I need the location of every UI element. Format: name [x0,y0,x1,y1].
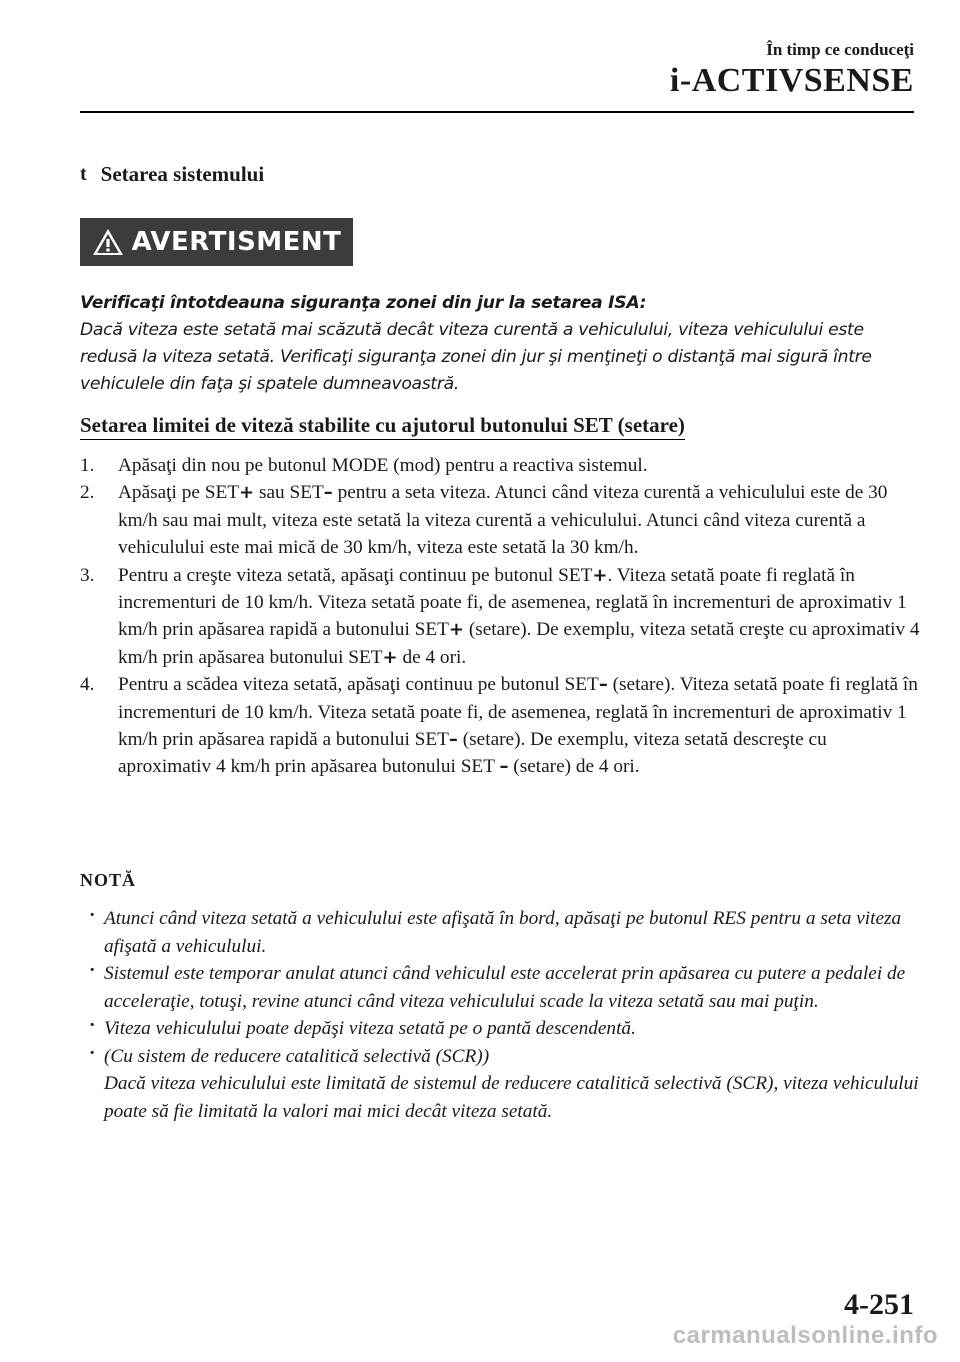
note-item [80,960,920,1015]
warning-body: Dacă viteza este setată mai scăzută decât viteza curentă a vehiculului, viteza vehiculului este redusă la viteza setată. Verificaţi siguranţa zonei din jur şi menţineţi o distanţă mai sigură între vehiculele din faţa şi spatele dumneavoastră. [80,320,872,394]
note-text: Sistemul este temporar anulat atunci când vehiculul este accelerat prin apăsarea cu putere a pedalei de acceleraţie, totuşi, revine atunci când viteza vehiculului scade la viteza setată sau mai puţin. [104,963,906,1012]
step-text: Apăsaţi pe SET [118,482,240,504]
plus-symbol: + [239,482,255,504]
bullet-dot: · [89,960,96,981]
page-number: 4-251 [844,1288,914,1321]
plus-symbol: + [448,619,464,641]
section-marker: t [80,163,87,185]
step-number: 2. [80,482,95,504]
note-text: Viteza vehiculului poate depăşi viteza setată pe o pantă descendentă. [104,1018,636,1039]
bullet-dot: · [89,1015,96,1036]
step-number: 1. [80,455,95,476]
step-item [80,452,920,479]
step-text: (setare). De exemplu, viteza setată creşte cu aproximativ 4 km/h prin apăsarea butonului SET [118,619,920,668]
step-text: (setare). De exemplu, viteza setată descreşte cu aproximativ 4 km/h prin apăsarea butonului SET [118,729,827,778]
step-text: de 4 ori. [397,646,467,668]
step-item [80,671,920,781]
step-text: pentru a seta viteza. Atunci când viteza curentă a vehiculului este de 30 km/h sau mai mult, viteza este setată la viteza curentă a vehiculului. Atunci când viteza curentă a vehiculului este mai mică de 30 km/h, viteza este setată la 30 km/h. [118,482,888,559]
steps-list [80,452,920,781]
minus-symbol: – [323,482,333,504]
watermark: carmanualsonline.info [672,1322,938,1349]
note-text: Atunci când viteza setată a vehiculului este afişată în bord, apăsaţi pe butonul RES pentru a seta viteza afişată a vehiculului. [104,908,902,957]
warning-lead: Verificaţi întotdeauna siguranţa zonei din jur la setarea ISA: [80,293,647,313]
step-text: Apăsaţi din nou pe butonul MODE (mod) pentru a reactiva sistemul. [118,455,648,476]
step-number: 4. [80,674,95,696]
section-heading [80,162,264,187]
note-item [80,1015,920,1043]
header-divider [80,111,914,113]
minus-symbol: – [448,729,458,751]
procedure-subheading: Setarea limitei de viteză stabilite cu ajutorul butonului SET (setare) [80,413,685,440]
step-text: (setare). Viteza setată poate fi reglată în incrementuri de 10 km/h. Viteza setată poate fi, de asemenea, reglată în incrementuri de aproximativ 1 km/h prin apăsarea rapidă a butonului SET [118,674,918,751]
step-item [80,562,920,672]
notes-list [80,905,920,1125]
minus-symbol: – [499,756,509,778]
plus-symbol: + [592,564,608,586]
bullet-dot: · [89,1042,96,1064]
note-item [80,905,920,960]
chapter-title: i-ACTIVSENSE [669,62,914,99]
step-number: 3. [80,564,95,586]
warning-triangle-icon [92,228,124,256]
note-item [80,1043,920,1126]
step-text: Pentru a creşte viteza setată, apăsaţi continuu pe butonul SET [118,564,593,586]
step-text: . Viteza setată poate fi reglată în incrementuri de 10 km/h. Viteza setată poate fi, de asemenea, reglată în incrementuri de aproximativ 1 km/h prin apăsarea rapidă a butonului SET [118,564,907,641]
section-title: Setarea sistemului [100,162,265,186]
warning-banner [80,218,353,266]
plus-symbol: + [382,646,398,668]
step-text: (setare) de 4 ori. [508,756,640,778]
minus-symbol: – [598,674,608,696]
chapter-subtitle: În timp ce conduceţi [766,40,914,59]
note-text: (Cu sistem de reducere catalitică selectivă (SCR)) Dacă viteza vehiculului este limitată de sistemul de reducere catalitică selectivă (SCR), viteza vehiculului poate să fie limitată la valori mai mici decât viteza setată. [104,1045,919,1122]
bullet-dot: · [89,905,96,926]
step-item [80,479,920,561]
warning-text [80,290,920,398]
step-text: sau SET [254,482,324,504]
note-heading: NOTĂ [80,870,137,890]
warning-label: AVERTISMENT [131,227,342,257]
step-text: Pentru a scădea viteza setată, apăsaţi continuu pe butonul SET [118,674,599,696]
